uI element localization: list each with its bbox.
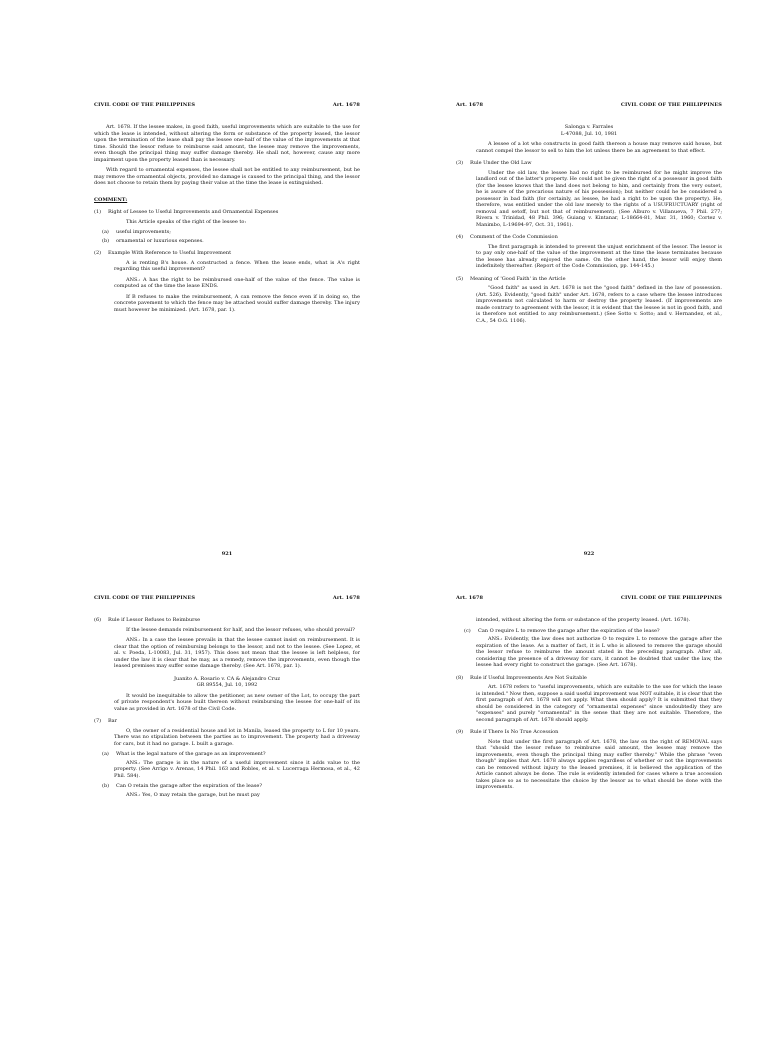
heading-text: Meaning of 'Good Faith' in the Article [470, 275, 566, 282]
list-item [464, 628, 722, 635]
list-item [102, 238, 360, 245]
book-page-right-top [456, 102, 722, 557]
heading-text: Comment of the Code Commission [470, 234, 558, 240]
running-head [94, 595, 360, 603]
section-heading [94, 250, 360, 257]
list-text: What is the legal nature of the garage as an improvement? [116, 751, 266, 757]
paragraph: Note that under the first paragraph of Art. 1678, the law on the right of REMOVAL says that "should the lessor refuse to reimburse said amount, the lessee may remove the improvements, even though the principal thing may suffer thereby." While the phrase "even though" implies that Art. 1678 always applies regardless of whether or not the improvements can be removed without injury to the leased premises, it is believed the application of the Article cannot always be done. The rule is evidently intended for cases where a true accession takes place so as to necessitate the choice by the lessor as to what should be done with the improvements. [476, 738, 722, 790]
section-heading [456, 160, 722, 167]
book-page-left-bottom [94, 595, 360, 1050]
paragraph: A is renting B's house. A constructed a fence. When the lease ends, what is A's right regarding this useful improvement? [114, 259, 360, 272]
section-heading [456, 234, 722, 241]
case-name: Juanito A. Rosario v. CA & Alejandro Cruz [174, 675, 280, 682]
running-head-left: CIVIL CODE OF THE PHILIPPINES [94, 102, 196, 108]
heading-number: (6) [94, 617, 102, 623]
paragraph: ANS.: Yes, O may retain the garage, but he must pay [126, 791, 260, 798]
heading-text: Rule if Useful Improvements Are Not Suitable [470, 674, 587, 681]
list-text: Can O retain the garage after the expiration of the lease? [116, 783, 263, 789]
case-citation: GR 89554, Jul. 10, 1992 [196, 682, 258, 688]
paragraph: It would be inequitable to allow the petitioner, as new owner of the Lot, to occupy the part of private respondent's house built thereon without reimbursing the lessee for one-half of its value as provided in Art. 1678 of the Civil Code. [114, 692, 360, 712]
paragraph: O, the owner of a residential house and lot in Manila, leased the property to L for 10 years. There was no stipulation between the parties as to improvement. The property had a driveway for cars, but it had no garage. L built a garage. [114, 727, 360, 747]
section-heading [456, 276, 722, 283]
case-heading [456, 124, 722, 137]
list-text: ornamental or luxurious expenses. [116, 237, 204, 244]
heading-number: (9) [456, 729, 464, 735]
list-item [102, 229, 360, 236]
section-heading [94, 617, 360, 624]
section-heading [456, 675, 722, 682]
list-label: (c) [464, 627, 471, 634]
heading-text: Example With Reference to Useful Improvement [108, 250, 232, 256]
heading-number: (3) [456, 160, 464, 166]
heading-text: Bar [108, 718, 118, 724]
list-label: (a) [102, 751, 109, 757]
heading-number: (4) [456, 234, 464, 240]
running-head-left: Art. 1678 [456, 102, 484, 108]
article-text-2: With regard to ornamental expenses, the lessee shall not be entitled to any reimbursement, but he may remove the ornamental objects, provided no damage is caused to the principal thing, and the lessor does not choose to retain them by paying their value at the time the lease is extinguished. [94, 167, 360, 186]
paragraph: ANS.: In a case the lessee prevails in that the lessee cannot insist on reimbursement. It is clear that the option of reimbursing belongs to the lessor, and not to the lessee. (See Lopez, et al. v. Poeda, L-10083, Jul. 31, 1957). This does not mean that the lessee is left helpless, for under the law it is clear that he may, as a remedy, remove the improvements, even though the leased premises may suffer some damage thereby. (See Art. 1678, par. 1). [114, 637, 360, 669]
list-text: useful improvements; [116, 229, 171, 235]
section-heading [94, 718, 360, 725]
case-citation: L-47088, Jul. 10, 1981 [560, 130, 618, 137]
list-label: (b) [102, 783, 110, 789]
article-text: Art. 1678. If the lessee makes, in good faith, useful improvements which are suitable to the use for which the lease is intended, without altering the form or substance of the property leased, the lessor upon the termination of the lease shall pay the lessee one-half of the value of the improvements at that time. Should the lessor refuse to reimburse said amount, the lessee may remove the improvements, even though the principal thing may suffer damage thereby. He shall not, however, cause any more impairment upon the property leased than is necessary. [94, 124, 360, 163]
heading-text: Rule if There Is No True Accession [470, 729, 559, 735]
heading-text: Rule if Lessor Refuses to Reimburse [108, 617, 201, 623]
list-item [102, 783, 360, 790]
section-heading [94, 209, 360, 216]
running-head [456, 595, 722, 603]
heading-text: Rule Under the Old Law [470, 160, 532, 166]
list-text: Can O require L to remove the garage after the expiration of the lease? [478, 627, 660, 634]
paragraph: intended, without altering the form or substance of the property leased. (Art. 1678). [476, 617, 691, 623]
running-head-left: CIVIL CODE OF THE PHILIPPINES [94, 595, 196, 601]
case-name: Salonga v. Farrales [564, 124, 614, 130]
list-label: (a) [102, 229, 109, 235]
list-label: (b) [102, 237, 110, 244]
heading-text: Right of Lessee to Useful Improvements and Ornamental Expenses [108, 209, 279, 215]
paragraph: ANS.: A has the right to be reimbursed one-half of the value of the fence. The value is computed as of the time the lease ENDS. [114, 276, 360, 289]
list-item [102, 751, 360, 758]
page-number: 921 [221, 550, 233, 557]
paragraph: If B refuses to make the reimbursement, A can remove the fence even if in doing so, the concrete pavement to which the fence may be attached would suffer damage thereby. The injury must however be minimized. (Art. 1678, par. 1). [114, 293, 360, 313]
running-head-right: Art. 1678 [332, 102, 360, 108]
heading-number: (8) [456, 674, 464, 681]
page-number: 922 [583, 550, 595, 557]
paragraph: Under the old law, the lessee had no right to be reimbursed for he might improve the landlord out of the latter's property. He could not be given the right of a possessor in good faith (for the lessee knows that the land does not belong to him, and certainly from the very outset, he is aware of the precarious nature of his possession); but neither could he be considered a possessor in bad faith (for certainly, as lessee, he had a right to be upon the property). He, therefore, was entitled under the old law merely to the rights of a USUFRUCTUARY (right of removal and setoff, but not that of reimbursement). (See Alburo v. Villanueva, 7 Phil. 277; Rivera v. Trinidad, 48 Phil. 396; Guiang v. Kintanar, L-18664-81, Mar. 31, 1960; Cortez v. Manimbo, L-19694-97, Oct. 31, 1961). [476, 169, 722, 228]
heading-number: (2) [94, 250, 102, 256]
paragraph: "Good faith" as used in Art. 1678 is not the "good faith" defined in the law of possession. (Art. 526). Evidently, "good faith" under Art. 1678, refers to a case where the lessee introduces improvements not calculated to harm or destroy the property leased. (If improvements are made contrary to agreement with the lessor, it is evident that the lessee is not in good faith, and is therefore not entitled to any reimbursement.) (See Sotto v. Sotto; and v. Hernandez, et al., C.A., 54 O.G. 1106). [476, 285, 722, 324]
running-head [94, 102, 360, 110]
heading-number: (7) [94, 718, 102, 724]
heading-number: (5) [456, 275, 464, 282]
paragraph: This Article speaks of the right of the lessee to: [126, 218, 247, 225]
running-head-right: CIVIL CODE OF THE PHILIPPINES [620, 102, 722, 108]
book-page-right-bottom [456, 595, 722, 1050]
paragraph: A lessee of a lot who constructs in good faith thereon a house may remove said house, but cannot compel the lessor to sell to him the lot unless there be an agreement to that effect. [476, 141, 722, 154]
running-head-left: Art. 1678 [456, 595, 484, 601]
book-page-left-top [94, 102, 360, 557]
running-head-right: CIVIL CODE OF THE PHILIPPINES [620, 595, 722, 601]
paragraph: If the lessee demands reimbursement for half, and the lessor refuses, who should prevail? [126, 626, 355, 633]
section-heading [456, 729, 722, 736]
running-head [456, 102, 722, 110]
running-head-right: Art. 1678 [332, 595, 360, 601]
case-heading [94, 676, 360, 689]
paragraph: ANS.: Evidently, the law does not authorize O to require L to remove the garage after the expiration of the lease. As a matter of fact, it is L who is allowed to remove the garage should the lessor refuse to reimburse the amount stated in the preceding paragraph. After all, considering the presence of a driveway for cars, it cannot be doubted that under the law, the lessee had every right to construct the garage. (See Art. 1678). [476, 636, 722, 668]
paragraph: The first paragraph is intended to prevent the unjust enrichment of the lessor. The lessor is to pay only one-half of the value of the improvement at the time the lease terminates because the lessee has already enjoyed the same. On the other hand, the lessor will enjoy them indefinitely thereafter. (Report of the Code Commission, pp. 144-145.) [476, 243, 722, 269]
heading-number: (1) [94, 209, 102, 215]
paragraph: ANS.: The garage is in the nature of a useful improvement since it adds value to the property. (See Arrigo v. Arenas, 14 Phil. 163 and Robles, et al. v. Lucerraga Hermosa, et al., 42 Phil. 584). [114, 759, 360, 779]
paragraph: Art. 1678 refers to "useful improvements, which are suitable to the use for which the lease is intended." Now then, suppose a said useful improvement was NOT suitable, it is clear that the first paragraph of Art. 1678 will not apply. What then should apply? It is submitted that they should be considered in the category of "ornamental expenses" since undoubtedly they are "expenses" and purely "ornamental" in the sense that they are not suitable. Therefore, the second paragraph of Art. 1678 should apply. [476, 684, 722, 723]
comment-title: COMMENT: [94, 196, 128, 203]
